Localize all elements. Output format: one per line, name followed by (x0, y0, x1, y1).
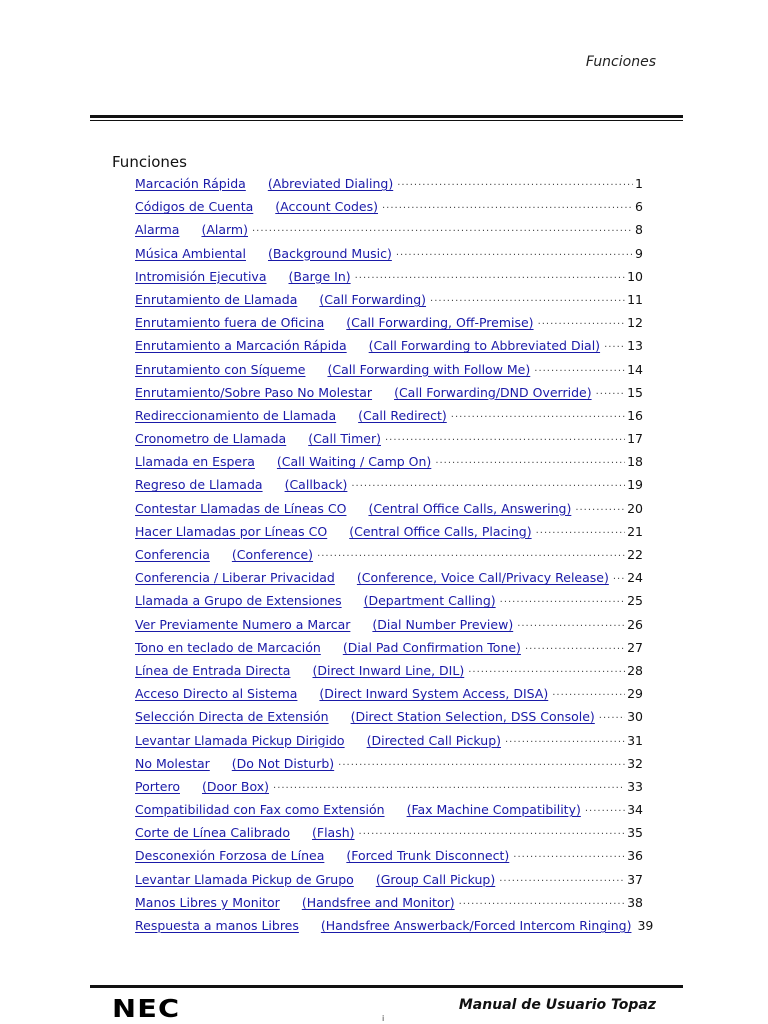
toc-link[interactable] (135, 848, 509, 863)
toc-page-number: 10 (627, 268, 643, 284)
section-heading: Funciones (112, 153, 187, 171)
toc-title-es: Códigos de Cuenta (135, 199, 254, 215)
toc-page-number: 31 (627, 732, 643, 748)
toc-entry (135, 292, 643, 315)
toc-leader-dots (459, 899, 625, 910)
toc-leader-dots (505, 737, 625, 748)
toc-title-es: Acceso Directo al Sistema (135, 686, 298, 702)
toc-entry (135, 246, 643, 269)
toc-entry (135, 362, 643, 385)
toc-title-es: Selección Directa de Extensión (135, 709, 329, 725)
toc-entry (135, 802, 643, 825)
toc-link[interactable] (135, 547, 313, 562)
toc-leader-dots (451, 412, 625, 423)
toc-title-es: Levantar Llamada Pickup Dirigido (135, 732, 345, 748)
toc-title-es: Conferencia / Liberar Privacidad (135, 570, 335, 586)
toc-entry (135, 431, 643, 454)
toc-title-en: (Call Forwarding with Follow Me) (327, 361, 531, 377)
toc-title-en: (Central Office Calls, Answering) (368, 500, 572, 516)
toc-link[interactable] (135, 501, 571, 516)
toc-page-number: 25 (627, 593, 643, 609)
toc-leader-dots (382, 203, 633, 214)
toc-title-es: Contestar Llamadas de Líneas CO (135, 500, 347, 516)
toc-leader-dots (430, 296, 625, 307)
toc-link[interactable] (135, 663, 464, 678)
toc-entry (135, 872, 643, 895)
toc-link[interactable] (135, 570, 609, 585)
toc-page-number: 34 (627, 802, 643, 818)
toc-link[interactable] (135, 222, 248, 237)
toc-title-es: Llamada en Espera (135, 454, 255, 470)
page-number-mark: i (382, 1014, 385, 1023)
toc-title-es: Cronometro de Llamada (135, 431, 287, 447)
toc-link[interactable] (135, 779, 269, 794)
toc-link[interactable] (135, 756, 334, 771)
toc-leader-dots (517, 621, 625, 632)
toc-leader-dots (359, 829, 626, 840)
toc-leader-dots (599, 713, 625, 724)
toc-title-en: (Directed Call Pickup) (366, 732, 501, 748)
toc-entry (135, 408, 643, 431)
toc-entry (135, 269, 643, 292)
toc-page-number: 37 (627, 871, 643, 887)
toc-leader-dots (355, 273, 625, 284)
toc-page-number: 13 (627, 338, 643, 354)
toc-link[interactable] (135, 315, 534, 330)
toc-link[interactable] (135, 385, 592, 400)
toc-link[interactable] (135, 199, 378, 214)
toc-page-number: 1 (635, 176, 643, 191)
toc-entry (135, 454, 643, 477)
toc-link[interactable] (135, 246, 392, 261)
toc-title-en: (Barge In) (288, 268, 351, 284)
toc-title-es: Enrutamiento con Síqueme (135, 361, 306, 377)
toc-page-number: 14 (627, 361, 643, 377)
toc-title-es: Compatibilidad con Fax como Extensión (135, 802, 385, 818)
toc-entry (135, 593, 643, 616)
toc-entry (135, 640, 643, 663)
toc-leader-dots (575, 505, 625, 516)
toc-entry (135, 733, 643, 756)
toc-page-number: 35 (627, 825, 643, 841)
toc-entry (135, 547, 643, 570)
toc-link[interactable] (135, 454, 431, 469)
toc-link[interactable] (135, 292, 426, 307)
toc-entry (135, 385, 643, 408)
toc-title-es: Conferencia (135, 547, 210, 562)
toc-title-en: (Forced Trunk Disconnect) (346, 848, 510, 864)
toc-page-number: 15 (627, 384, 643, 400)
toc-leader-dots (397, 180, 633, 191)
toc-title-en: (Call Forwarding to Abbreviated Dial) (368, 338, 601, 354)
toc-leader-dots (585, 806, 625, 817)
toc-title-es: Levantar Llamada Pickup de Grupo (135, 871, 354, 887)
toc-entry (135, 199, 643, 222)
toc-title-en: (Conference, Voice Call/Privacy Release) (356, 570, 609, 586)
toc-link[interactable] (135, 709, 595, 724)
toc-link[interactable] (135, 362, 530, 377)
toc-title-en: (Handsfree and Monitor) (301, 894, 455, 910)
toc-link[interactable] (135, 918, 631, 933)
toc-title-en: (Fax Machine Compatibility) (406, 802, 581, 818)
toc-title-en: (Group Call Pickup) (375, 871, 496, 887)
toc-title-es: Desconexión Forzosa de Línea (135, 848, 325, 864)
toc-entry (135, 686, 643, 709)
toc-title-es: Enrutamiento de Llamada (135, 291, 298, 307)
toc-page-number: 11 (627, 291, 643, 307)
toc-page-number: 20 (627, 500, 643, 516)
toc-leader-dots (534, 366, 625, 377)
toc-leader-dots (596, 389, 626, 400)
running-header: Funciones (585, 54, 656, 70)
toc-page-number: 30 (627, 709, 643, 725)
toc-leader-dots (536, 528, 626, 539)
toc-entry (135, 709, 643, 732)
toc-entry (135, 756, 643, 779)
toc-page-number: 6 (635, 199, 643, 215)
toc-link[interactable] (135, 733, 501, 748)
toc-link[interactable] (135, 872, 495, 887)
toc-link[interactable] (135, 477, 347, 492)
toc-entry (135, 617, 643, 640)
toc-title-en: (Conference) (231, 547, 314, 562)
toc-page-number: 38 (627, 894, 643, 910)
toc-title-en: (Callback) (284, 477, 348, 493)
toc-title-es: Línea de Entrada Directa (135, 662, 291, 678)
toc-title-es: No Molestar (135, 755, 210, 771)
toc-page-number: 9 (635, 245, 643, 261)
toc-leader-dots (513, 852, 625, 863)
toc-entry (135, 825, 643, 848)
toc-title-es: Hacer Llamadas por Líneas CO (135, 523, 328, 539)
toc-page-number: 29 (627, 686, 643, 702)
toc-title-es: Enrutamiento fuera de Oficina (135, 315, 325, 331)
toc-page-number: 36 (627, 848, 643, 864)
toc-title-en: (Flash) (312, 825, 355, 841)
toc-link[interactable] (135, 524, 532, 539)
toc-leader-dots (273, 783, 625, 794)
toc-title-es: Tono en teclado de Marcación (135, 639, 321, 655)
toc-leader-dots (351, 481, 625, 492)
toc-page-number: 33 (627, 778, 643, 794)
toc-title-es: Intromisión Ejecutiva (135, 268, 267, 284)
toc-leader-dots (552, 690, 625, 701)
table-of-contents (135, 176, 654, 941)
toc-title-es: Música Ambiental (135, 245, 246, 261)
toc-entry (135, 918, 654, 941)
toc-leader-dots (525, 644, 625, 655)
toc-page-number: 21 (627, 523, 643, 539)
toc-title-es: Enrutamiento/Sobre Paso No Molestar (135, 384, 373, 400)
toc-title-en: (Call Forwarding) (319, 291, 427, 307)
toc-title-es: Manos Libres y Monitor (135, 894, 280, 910)
toc-title-en: (Door Box) (201, 778, 270, 794)
toc-link[interactable] (135, 640, 521, 655)
toc-entry (135, 663, 643, 686)
toc-title-es: Enrutamiento a Marcación Rápida (135, 338, 347, 354)
toc-entry (135, 501, 643, 524)
toc-title-en: (Alarm) (201, 222, 248, 238)
toc-link[interactable] (135, 686, 548, 701)
toc-page-number: 12 (627, 315, 643, 331)
toc-entry (135, 222, 643, 245)
toc-link[interactable] (135, 176, 393, 191)
toc-entry (135, 176, 643, 199)
toc-page-number: 8 (635, 222, 643, 238)
toc-page-number: 18 (627, 454, 643, 470)
toc-title-en: (Central Office Calls, Placing) (349, 523, 532, 539)
toc-title-es: Alarma (135, 222, 180, 238)
toc-link[interactable] (135, 593, 496, 608)
toc-title-es: Ver Previamente Numero a Marcar (135, 616, 351, 632)
toc-link[interactable] (135, 895, 455, 910)
toc-title-en: (Call Forwarding/DND Override) (394, 384, 592, 400)
toc-entry (135, 315, 643, 338)
toc-leader-dots (604, 342, 625, 353)
toc-entry (135, 895, 643, 918)
toc-link[interactable] (135, 617, 513, 632)
nec-logo: NEC (112, 994, 181, 1023)
toc-page-number: 24 (627, 570, 643, 586)
toc-leader-dots (435, 458, 625, 469)
toc-title-en: (Handsfree Answerback/Forced Intercom Ringing) (320, 918, 632, 933)
footer-title: Manual de Usuario Topaz (458, 997, 656, 1013)
toc-entry (135, 779, 643, 802)
toc-title-en: (Do Not Disturb) (231, 755, 335, 771)
toc-page-number: 39 (637, 918, 654, 933)
toc-link[interactable] (135, 825, 355, 840)
toc-title-es: Llamada a Grupo de Extensiones (135, 593, 342, 609)
footer-rule (90, 985, 683, 988)
toc-entry (135, 338, 643, 361)
toc-page-number: 22 (627, 547, 643, 562)
toc-page-number: 32 (627, 755, 643, 771)
toc-entry (135, 848, 643, 871)
toc-page-number: 16 (627, 407, 643, 423)
toc-leader-dots (385, 435, 625, 446)
toc-title-en: (Dial Number Preview) (372, 616, 514, 632)
toc-page-number: 17 (627, 431, 643, 447)
toc-leader-dots (538, 319, 626, 330)
toc-title-en: (Dial Pad Confirmation Tone) (342, 639, 521, 655)
toc-link[interactable] (135, 269, 351, 284)
toc-leader-dots (613, 574, 625, 585)
toc-title-en: (Direct Inward Line, DIL) (312, 662, 465, 678)
toc-title-en: (Call Timer) (308, 431, 381, 447)
toc-leader-dots (468, 667, 625, 678)
toc-title-en: (Abreviated Dialing) (267, 176, 394, 191)
toc-title-es: Regreso de Llamada (135, 477, 263, 493)
toc-title-en: (Background Music) (267, 245, 392, 261)
toc-entry (135, 570, 643, 593)
toc-leader-dots (317, 551, 625, 562)
toc-title-en: (Department Calling) (363, 593, 496, 609)
toc-page-number: 27 (627, 639, 643, 655)
toc-leader-dots (252, 226, 633, 237)
toc-entry (135, 477, 643, 500)
toc-title-en: (Direct Inward System Access, DISA) (319, 686, 549, 702)
toc-leader-dots (499, 876, 625, 887)
toc-title-en: (Call Forwarding, Off-Premise) (346, 315, 534, 331)
toc-page-number: 26 (627, 616, 643, 632)
toc-leader-dots (500, 597, 625, 608)
toc-page-number: 19 (627, 477, 643, 493)
toc-page-number: 28 (627, 662, 643, 678)
toc-link[interactable] (135, 408, 447, 423)
toc-title-es: Corte de Línea Calibrado (135, 825, 291, 841)
toc-title-es: Portero (135, 778, 180, 794)
toc-title-en: (Call Waiting / Camp On) (276, 454, 432, 470)
toc-title-en: (Direct Station Selection, DSS Console) (350, 709, 595, 725)
header-rule (90, 115, 683, 118)
toc-title-en: (Account Codes) (275, 199, 378, 215)
toc-link[interactable] (135, 431, 381, 446)
toc-entry (135, 524, 643, 547)
toc-link[interactable] (135, 338, 600, 353)
toc-title-en: (Call Redirect) (358, 407, 447, 423)
toc-leader-dots (338, 760, 625, 771)
toc-leader-dots (396, 250, 633, 261)
toc-title-es: Respuesta a manos Libres (135, 918, 299, 933)
toc-link[interactable] (135, 802, 581, 817)
toc-title-es: Marcación Rápida (135, 176, 246, 191)
toc-title-es: Redireccionamiento de Llamada (135, 407, 337, 423)
